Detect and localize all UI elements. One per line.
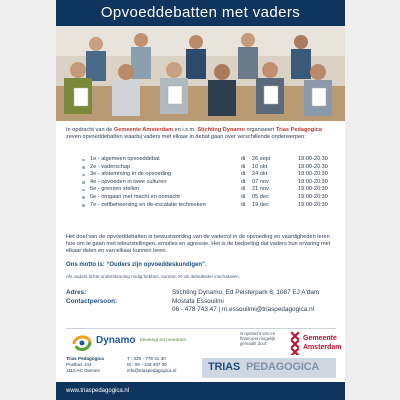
person-row bbox=[66, 298, 338, 307]
dynamo-swirl-icon bbox=[70, 332, 94, 354]
schedule-date: 05 dec bbox=[252, 193, 269, 200]
schedule-date: 24 okt bbox=[252, 171, 268, 178]
schedule-time: 19:00-20:30 bbox=[298, 171, 328, 178]
website-link[interactable]: www.triaspedagogica.nl bbox=[66, 388, 130, 394]
sponsor-text: is opdracht van en financieel mogelijk gemaakt door: bbox=[240, 331, 276, 347]
intro-part: en i.s.m. bbox=[173, 127, 198, 133]
footer-addr2: 1110 AC Diemen bbox=[66, 367, 101, 373]
schedule-date: 07 nov bbox=[252, 178, 269, 185]
group-photo-illustration bbox=[56, 26, 345, 121]
schedule-time: 19:00-20:30 bbox=[298, 163, 328, 170]
org-trias: Trias Pedagogica bbox=[275, 127, 322, 133]
support-note: Als vaders lichte ondersteuning nodig hebben, kunnen ze de debatleider inschakelen. bbox=[66, 274, 240, 279]
schedule-time: 19:00-20:30 bbox=[298, 193, 328, 200]
goal-paragraph: Het doel van de opvoeddebatten is bewustwording van de vaderrol in de opvoeding en vaardigheden leren hoe om te gaan met teleurstellingen, emoties en agressie. Het is de bedoeling dat vaders hun ervaring met elkaar delen en van elkaar kunnen leren. bbox=[66, 234, 331, 255]
schedule-topic: 2e - vaderschap bbox=[90, 163, 131, 170]
schedule-row bbox=[66, 156, 338, 164]
schedule-row bbox=[66, 171, 338, 179]
dynamo-logo bbox=[70, 332, 188, 354]
gemeente-line2: Amsterdam bbox=[303, 344, 342, 351]
debate-schedule bbox=[66, 156, 338, 209]
schedule-topic: 6e - omgaan met macht en onmacht bbox=[90, 193, 180, 200]
bullet-icon bbox=[82, 166, 85, 169]
schedule-time: 19:00-20:30 bbox=[298, 156, 328, 162]
footer-phones bbox=[127, 356, 176, 373]
schedule-day: di bbox=[241, 201, 246, 208]
gemeente-amsterdam-logo bbox=[303, 334, 342, 352]
schedule-topic: 4e - opvoeden in twee culturen bbox=[90, 178, 167, 185]
schedule-date: 21 nov bbox=[252, 186, 269, 193]
trias-pedagogica-logo bbox=[202, 358, 336, 378]
schedule-row bbox=[66, 164, 338, 172]
schedule-topic: 1e - algemeen opvoeddebat bbox=[90, 156, 160, 162]
schedule-row bbox=[66, 179, 338, 187]
footer-phone-m: M : 06 - 148 487 30 bbox=[127, 361, 167, 367]
intro-part: zeven opvoeddebatten waarbij vaders met elkaar in debat gaan over verschillende onderwerpen: bbox=[66, 134, 306, 141]
flyer-title: Opvoeddebatten met vaders bbox=[56, 0, 345, 26]
intro-text bbox=[66, 127, 336, 141]
gemeente-line1: Gemeente bbox=[303, 335, 337, 342]
schedule-day: di bbox=[241, 163, 246, 170]
schedule-topic: 7e - zelfbeheersing en de-escalatie technieken bbox=[90, 201, 206, 208]
footer-phone-t: T : 020 - 779 31 30 bbox=[127, 356, 166, 361]
motto: Ons motto is: “Ouders zijn opvoeddeskundigen”. bbox=[66, 262, 207, 268]
bullet-icon bbox=[82, 181, 85, 184]
bullet-icon bbox=[82, 159, 85, 162]
intro-part: organiseert bbox=[244, 127, 276, 133]
person-value: Mostafa Essouilmi bbox=[172, 297, 224, 305]
footer-email[interactable]: info@triaspedagogica.nl bbox=[127, 367, 177, 373]
dynamo-tagline: beweegt tot meedoen bbox=[140, 338, 187, 343]
schedule-date: 10 okt bbox=[252, 163, 268, 170]
address-value: Stichting Dynamo, Ed Pelsterpark 8, 1087 EJ A'dam bbox=[172, 289, 320, 296]
address-row bbox=[66, 289, 338, 298]
schedule-row bbox=[66, 202, 338, 210]
group-photo bbox=[56, 26, 345, 121]
org-gemeente: Gemeente Amsterdam bbox=[113, 127, 174, 133]
schedule-day: di bbox=[241, 178, 246, 185]
phone-email-value[interactable]: 06 - 478 743 47 | m.essouilmi@triaspedagogica.nl bbox=[172, 306, 315, 314]
flyer-page bbox=[56, 0, 345, 400]
footer-address bbox=[66, 356, 104, 373]
schedule-day: di bbox=[241, 193, 246, 200]
bullet-icon bbox=[82, 189, 85, 192]
trias-logo-part1: TRIAS bbox=[208, 361, 241, 373]
contact-block bbox=[66, 289, 338, 315]
schedule-date: 26 sept bbox=[252, 156, 271, 162]
footer-org: Trias Pedagogica bbox=[66, 356, 104, 361]
schedule-day: di bbox=[241, 156, 246, 162]
trias-logo-part2: PEDAGOGICA bbox=[246, 361, 320, 373]
schedule-row bbox=[66, 194, 338, 202]
bullet-icon bbox=[82, 196, 85, 199]
schedule-time: 19:00-20:30 bbox=[298, 186, 328, 193]
phone-email-row bbox=[66, 306, 338, 315]
bullet-icon bbox=[82, 204, 85, 207]
schedule-row bbox=[66, 186, 338, 194]
schedule-day: di bbox=[241, 171, 246, 178]
org-dynamo: Stichting Dynamo bbox=[197, 127, 245, 133]
person-label: Contactpersoon: bbox=[66, 297, 118, 305]
footer-addr1: Postbus 144 bbox=[66, 361, 92, 367]
schedule-time: 19:00-20:30 bbox=[298, 201, 328, 208]
schedule-topic: 5e - grenzen stellen bbox=[90, 186, 140, 193]
schedule-date: 19 dec bbox=[252, 201, 269, 208]
divider bbox=[66, 328, 336, 329]
bullet-icon bbox=[82, 174, 85, 177]
website-bar bbox=[56, 382, 345, 400]
schedule-day: di bbox=[241, 186, 246, 193]
schedule-topic: 3e - afstemming in de opvoeding bbox=[90, 171, 172, 178]
schedule-time: 19:00-20:30 bbox=[298, 178, 328, 185]
address-label: Adres: bbox=[66, 289, 87, 296]
amsterdam-xxx-icon bbox=[288, 331, 302, 355]
dynamo-name: Dynamo bbox=[96, 335, 136, 346]
intro-part: In opdracht van de bbox=[66, 127, 114, 133]
